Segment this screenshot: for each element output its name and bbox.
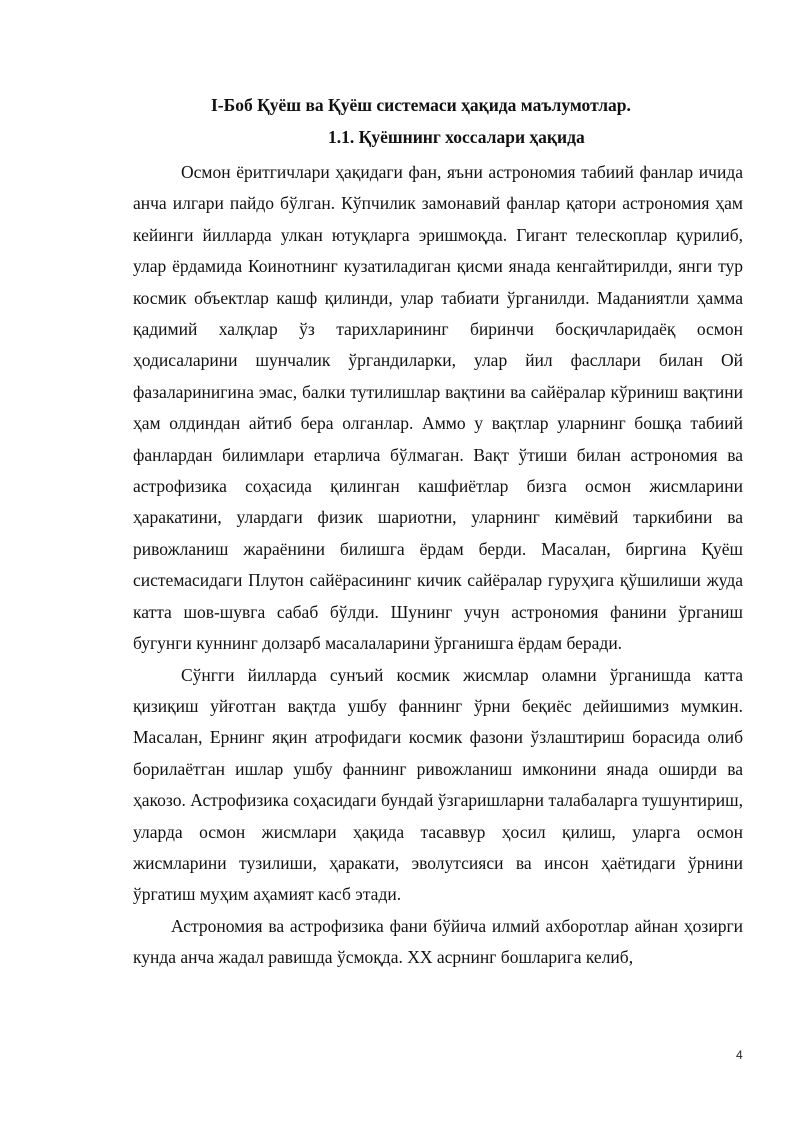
chapter-title: I-Боб Қуёш ва Қуёш системаси ҳақида маълумотлар.	[211, 95, 631, 115]
paragraph: Осмон ёритгичлари ҳақидаги фан, яъни астрономия табиий фанлар ичида анча илгари пайдо бўлган. Кўпчилик замонавий фанлар қатори астрономия ҳам кейинги йилларда улкан ютуқларга эришмоқда. Гигант телескоплар қурилиб, улар ёрдамида Коинотнинг кузатиладиган қисми янада кенгайтирилди, янги тур космик объектлар кашф қилинди, улар табиати ўрганилди. Маданиятли ҳамма қадимий халқлар ўз тарихларининг биринчи босқичларидаёқ осмон ҳодисаларини шунчалик ўргандиларки, улар йил фасллари билан Ой фазаларинигина эмас, балки тутилишлар вақтини ва сайёралар кўриниш вақтини ҳам олдиндан айтиб бера олганлар. Аммо у вақтлар уларнинг бошқа табиий фанлардан билимлари етарлича бўлмаган. Вақт ўтиши билан астрономия ва астрофизика соҳасида қилинган кашфиётлар бизга осмон жисмларини ҳаракатини, улардаги физик шариотни, уларнинг кимёвий таркибини ва ривожланиш жараёнини билишга ёрдам берди. Масалан, биргина Қуёш системасидаги Плутон сайёрасининг кичик сайёралар гуруҳига қўшилиши жуда катта шов-шувга сабаб бўлди. Шунинг учун астрономия фанини ўрганиш бугунги куннинг долзарб масалаларини ўрганишга ёрдам беради.	[133, 162, 743, 654]
paragraph: Астрономия ва астрофизика фани бўйича илмий ахборотлар айнан ҳозирги кунда анча жадал равишда ўсмоқда. XX асрнинг бошларига келиб,	[133, 915, 743, 968]
section-title: 1.1. Қуёшнинг хоссалари ҳақида	[328, 127, 585, 147]
paragraph: Сўнгги йилларда сунъий космик жисмлар оламни ўрганишда катта қизиқиш уйғотган вақтда ушбу фаннинг ўрни беқиёс дейишимиз мумкин. Масалан, Ернинг яқин атрофидаги космик фазони ўзлаштириш борасида олиб борилаётган ишлар ушбу фаннинг ривожланиш имконини янада оширди ва ҳакозо. Астрофизика соҳасидаги бундай ўзгаришларни талабаларга тушунтириш, уларда осмон жисмлари ҳақида тасаввур ҳосил қилиш, уларга осмон жисмларини тузилиши, ҳаракати, эволутсияси ва инсон ҳаётидаги ўрнини ўргатиш муҳим аҳамият касб этади.	[133, 664, 743, 905]
body-text	[133, 157, 743, 974]
page-number: 4	[736, 1048, 743, 1062]
